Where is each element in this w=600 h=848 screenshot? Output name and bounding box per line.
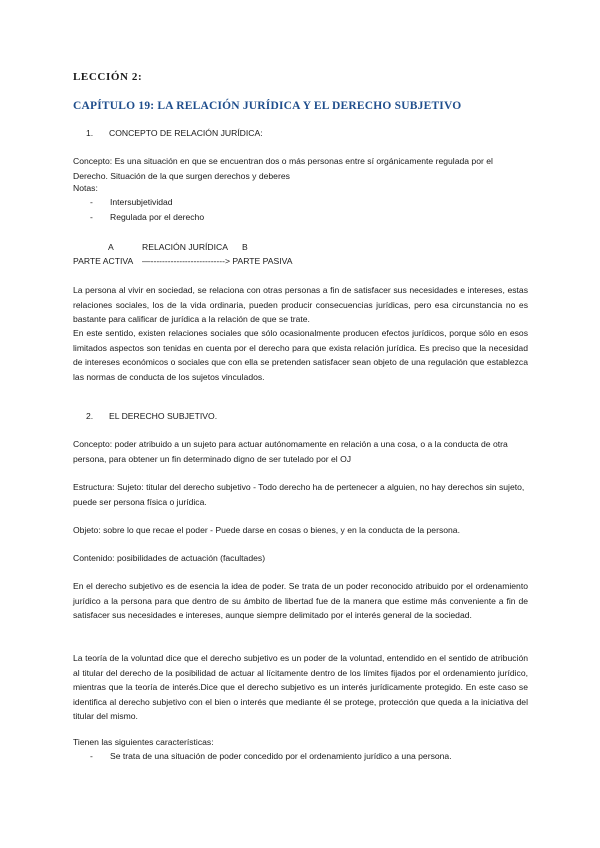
- concept-relacion-juridica: Concepto: Es una situación en que se encuentran dos o más personas entre sí orgánicamente regulada por el Derecho. Situación de la que surgen derechos y deberes: [73, 156, 493, 181]
- list-item: - Intersubjetividad: [90, 197, 173, 207]
- content-paragraph: Contenido: posibilidades de actuación (facultades): [73, 553, 266, 563]
- section-number: 1.: [86, 128, 94, 138]
- section-title: CONCEPTO DE RELACIÓN JURÍDICA:: [109, 128, 263, 138]
- bullet-dash: -: [90, 197, 93, 207]
- diagram-party-a: A: [108, 242, 114, 252]
- paragraph: En el derecho subjetivo es de esencia la idea de poder. Se trata de un poder reconocido atribuido por el ordenamiento jurídico a la persona para que dentro de su ámbito de libertad fue de la manera que estime más conveniente a fin de satisfacer sus necesidades e intereses, aunque siempre delimitado por el interés general de la sociedad.: [73, 581, 528, 621]
- diagram-active-party: PARTE ACTIVA: [73, 256, 134, 266]
- list-item: - Regulada por el derecho: [90, 212, 205, 222]
- bullet-dash: -: [90, 212, 93, 222]
- concept-derecho-subjetivo: Concepto: poder atribuido a un sujeto para actuar autónomamente en relación a una cosa, o a la conducta de otra persona, para obtener un fin determinado digno de ser tutelado por el OJ: [73, 439, 508, 464]
- lesson-title: LECCIÓN 2:: [73, 71, 143, 83]
- section-heading-2: [86, 411, 217, 421]
- characteristics-label: Tienen las siguientes características:: [73, 737, 214, 747]
- section-title: EL DERECHO SUBJETIVO.: [109, 411, 218, 421]
- diagram-arrow-passive-party: —--------------------------> PARTE PASIVA: [142, 256, 293, 266]
- paragraph: La persona al vivir en sociedad, se relaciona con otras personas a fin de satisfacer sus necesidades e intereses, estas relaciones sociales, los de la vida ordinaria, pueden producir consecuencias jurídicas, pero esa circunstancia no es bastante para calificar de jurídica a la relación de que se trate.: [73, 285, 528, 325]
- section-heading-1: [86, 128, 263, 138]
- notes-label: Notas:: [73, 183, 98, 193]
- diagram-relation-label: RELACIÓN JURÍDICA: [142, 242, 228, 252]
- diagram-party-b: B: [242, 242, 248, 252]
- paragraph: La teoría de la voluntad dice que el derecho subjetivo es un poder de la voluntad, entendido en el sentido de atribución al titular del derecho de la posibilidad de actuar al lícitamente dentro de los límites fijados por el ordenamiento jurídico, mientras que la teoría de interés.Dice que el derecho subjetivo es un interés jurídicamente protegido. En este caso se identifica al derecho subjetivo con el bien o interés que mediante él se protege, protección que queda a la iniciativa del titular del mismo.: [73, 653, 528, 722]
- object-paragraph: Objeto: sobre lo que recae el poder - Puede darse en cosas o bienes, y en la conducta de la persona.: [73, 525, 460, 535]
- structure-paragraph: Estructura: Sujeto: titular del derecho subjetivo - Todo derecho ha de pertenecer a alguien, no hay derechos sin sujeto, puede ser persona física o jurídica.: [73, 482, 525, 507]
- chapter-title: CAPÍTULO 19: LA RELACIÓN JURÍDICA Y EL DERECHO SUBJETIVO: [73, 100, 462, 112]
- section-number: 2.: [86, 411, 94, 421]
- paragraph: En este sentido, existen relaciones sociales que sólo ocasionalmente producen efectos jurídicos, porque sólo en esos limitados aspectos son tenidas en cuenta por el derecho para que exista relación jurídica. Es preciso que la necesidad de intereses económicos o sociales que con ella se pretenden satisfacer sean objeto de una regulación que establezca las normas de conducta de los sujetos vinculados.: [73, 328, 528, 382]
- list-item: - Se trata de una situación de poder concedido por el ordenamiento jurídico a una persona.: [90, 751, 452, 761]
- bullet-dash: -: [90, 751, 93, 761]
